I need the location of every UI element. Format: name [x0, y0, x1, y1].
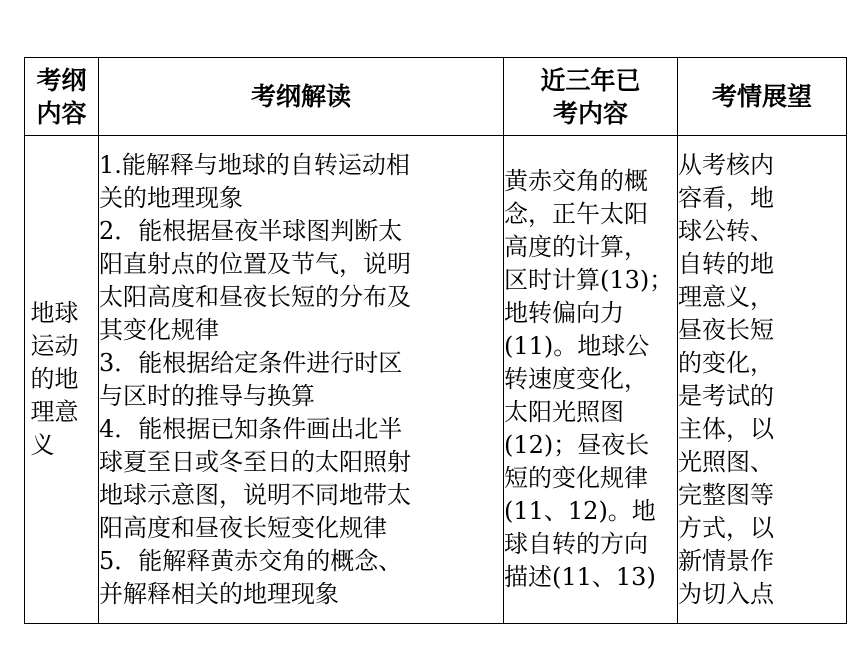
- interpretation-line: 太阳高度和昼夜长短的分布及: [99, 282, 411, 311]
- outlook-cell: [678, 136, 847, 624]
- interpretation-line: 阳高度和昼夜长短变化规律: [99, 513, 387, 542]
- past-content-line: (12)；昼夜长: [504, 431, 650, 459]
- interpretation-line: 关的地理现象: [99, 183, 243, 212]
- topic-text: 地球运动的地理意义: [30, 299, 79, 459]
- outlook-line: 理意义，: [678, 282, 774, 311]
- header-col1-line2: 内容: [36, 98, 87, 128]
- interpretation-line: 球夏至日或冬至日的太阳照射: [99, 447, 411, 476]
- header-col3-line1: 近三年已: [540, 65, 641, 95]
- interpretation-line: 地球示意图，说明不同地带太: [99, 480, 411, 509]
- header-past-three-years: [504, 58, 678, 136]
- topic-cell: [25, 136, 99, 624]
- past-content-line: 高度的计算，: [504, 233, 648, 261]
- past-content-line: 念，正午太阳: [504, 200, 648, 228]
- past-content-line: 短的变化规律: [504, 464, 648, 492]
- outlook-line: 自转的地: [678, 249, 774, 278]
- header-col1-line1: 考纲: [36, 65, 87, 95]
- interpretation-line: 阳直射点的位置及节气，说明: [99, 249, 411, 278]
- interpretation-line: 其变化规律: [99, 315, 219, 344]
- header-syllabus-content: [25, 58, 99, 136]
- outlook-line: 为切入点: [678, 579, 774, 608]
- outlook-line: 昼夜长短: [678, 315, 774, 344]
- interpretation-line: 1.能解释与地球的自转运动相: [99, 150, 410, 179]
- outlook-line: 的变化，: [678, 348, 774, 377]
- outlook-line: 新情景作: [678, 546, 774, 575]
- outlook-line: 容看，地: [678, 183, 774, 212]
- past-content-line: 太阳光照图: [504, 398, 624, 426]
- header-syllabus-interpretation: 考纲解读: [99, 58, 504, 136]
- outlook-line: 主体，以: [678, 414, 774, 443]
- outlook-line: 完整图等: [678, 480, 774, 509]
- past-content-line: 转速度变化，: [504, 365, 648, 393]
- header-outlook: 考情展望: [678, 58, 847, 136]
- outlook-line: 球公转、: [678, 216, 774, 245]
- outlook-line: 方式，以: [678, 513, 774, 542]
- interpretation-line: 4．能根据已知条件画出北半: [99, 414, 403, 443]
- past-content-line: 描述(11、13): [504, 563, 656, 591]
- interpretation-line: 与区时的推导与换算: [99, 381, 315, 410]
- past-content-line: 黄赤交角的概: [504, 167, 648, 195]
- past-content-line: (11)。地球公: [504, 332, 650, 360]
- header-col3-line2: 考内容: [552, 98, 628, 128]
- interpretation-line: 并解释相关的地理现象: [99, 579, 339, 608]
- interpretation-line: 5．能解释黄赤交角的概念、: [99, 546, 403, 575]
- past-content-line: (11、12)。地: [504, 497, 656, 525]
- outlook-line: 光照图、: [678, 447, 774, 476]
- interpretation-cell: [99, 136, 504, 624]
- outlook-line: 从考核内: [678, 150, 774, 179]
- syllabus-table: [24, 57, 847, 624]
- header-row: [25, 58, 847, 136]
- outlook-line: 是考试的: [678, 381, 774, 410]
- table-row: [25, 136, 847, 624]
- past-content-line: 区时计算(13)；: [504, 266, 674, 294]
- past-content-line: 球自转的方向: [504, 530, 648, 558]
- past-content-line: 地转偏向力: [504, 299, 624, 327]
- interpretation-line: 2．能根据昼夜半球图判断太: [99, 216, 403, 245]
- interpretation-line: 3．能根据给定条件进行时区: [99, 348, 403, 377]
- past-content-cell: [504, 136, 678, 624]
